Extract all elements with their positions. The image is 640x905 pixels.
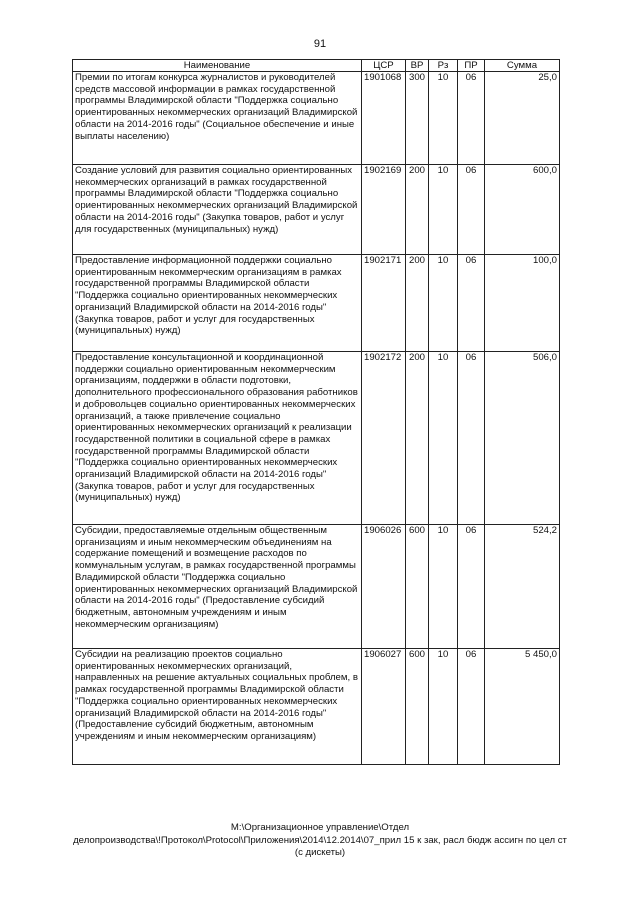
row-name: Субсидии, предоставляемые отдельным общественным организациям и иным некоммерческим объединениям на содержание помещений и возмещение расходов по коммунальным услугам, в рамках государственной программы Владимирской области "Поддержка социально ориентированных некоммерческих организаций Владимирской области на 2014-2016 годы" (Предоставление субсидий бюджетным, автономным учреждениям и иным некоммерческим организациям) <box>73 525 362 649</box>
row-name: Предоставление консультационной и координационной поддержки социально ориентированным некоммерческим организациям, поддержки в области подготовки, дополнительного профессионального образования работников и добровольцев социально ориентированных некоммерческих организаций, а также привлечение социально ориентированных некоммерческих организаций к реализации государственной политики в социальной сфере в рамках государственной программы Владимирской области "Поддержка социально ориентированных некоммерческих организаций Владимирской области на 2014-2016 годы" (Закупка товаров, работ и услуг для государственных (муниципальных) нужд) <box>73 352 362 525</box>
row-rz: 10 <box>429 525 458 649</box>
row-name: Премии по итогам конкурса журналистов и руководителей средств массовой информации в рамках государственной программы Владимирской области "Поддержка социально ориентированных некоммерческих организаций Владимирской области на 2014-2016 годы" (Социальное обеспечение и иные выплаты населению) <box>73 72 362 165</box>
row-csr: 1901068 <box>362 72 406 165</box>
row-pr: 06 <box>458 255 485 352</box>
row-name: Создание условий для развития социально ориентированных некоммерческих организаций в рамках государственной программы Владимирской области "Поддержка социально ориентированных некоммерческих организаций Владимирской области на 2014-2016 годы" (Закупка товаров, работ и услуг для государственных (муниципальных) нужд) <box>73 165 362 255</box>
row-csr: 1906027 <box>362 649 406 765</box>
header-vr: ВР <box>406 60 429 72</box>
row-sum: 100,0 <box>485 255 560 352</box>
header-name: Наименование <box>73 60 362 72</box>
row-pr: 06 <box>458 165 485 255</box>
row-rz: 10 <box>429 72 458 165</box>
row-vr: 600 <box>406 525 429 649</box>
row-vr: 200 <box>406 165 429 255</box>
row-rz: 10 <box>429 352 458 525</box>
row-vr: 200 <box>406 352 429 525</box>
file-path-footer <box>40 822 600 860</box>
header-rz: Рз <box>429 60 458 72</box>
row-rz: 10 <box>429 165 458 255</box>
table-row <box>73 72 560 165</box>
row-name: Предоставление информационной поддержки социально ориентированным некоммерческим организациям в рамках государственной программы Владимирской области "Поддержка социально ориентированных некоммерческих организаций Владимирской области на 2014-2016 годы" (Закупка товаров, работ и услуг для государственных (муниципальных) нужд) <box>73 255 362 352</box>
row-rz: 10 <box>429 255 458 352</box>
row-pr: 06 <box>458 649 485 765</box>
row-vr: 600 <box>406 649 429 765</box>
budget-table <box>72 59 560 765</box>
footer-line-1: М:\Организационное управление\Отдел <box>230 822 410 833</box>
row-pr: 06 <box>458 72 485 165</box>
row-csr: 1902169 <box>362 165 406 255</box>
table-row <box>73 255 560 352</box>
footer-line-2: делопроизводства\!Протокол\Protocol\Приложения\2014\12.2014\07_прил 15 к зак, расл бюдж ассигн по цел ст <box>73 834 567 846</box>
row-csr: 1906026 <box>362 525 406 649</box>
table-header-row <box>73 60 560 72</box>
row-vr: 300 <box>406 72 429 165</box>
footer-line-3: (с дискеты) <box>294 847 346 858</box>
row-sum: 506,0 <box>485 352 560 525</box>
header-csr: ЦСР <box>362 60 406 72</box>
row-sum: 600,0 <box>485 165 560 255</box>
row-pr: 06 <box>458 352 485 525</box>
page-number: 91 <box>313 38 327 50</box>
table-row <box>73 352 560 525</box>
table-row <box>73 649 560 765</box>
row-vr: 200 <box>406 255 429 352</box>
row-name: Субсидии на реализацию проектов социально ориентированных некоммерческих организаций, направленных на решение актуальных социальных проблем, в рамках государственной программы Владимирской области "Поддержка социально ориентированных некоммерческих организаций Владимирской области на 2014-2016 годы" (Предоставление субсидий бюджетным, автономным учреждениям и иным некоммерческим организациям) <box>73 649 362 765</box>
header-sum: Сумма <box>485 60 560 72</box>
row-sum: 25,0 <box>485 72 560 165</box>
row-sum: 524,2 <box>485 525 560 649</box>
table-row <box>73 525 560 649</box>
row-csr: 1902171 <box>362 255 406 352</box>
table-row <box>73 165 560 255</box>
row-rz: 10 <box>429 649 458 765</box>
header-pr: ПР <box>458 60 485 72</box>
row-pr: 06 <box>458 525 485 649</box>
row-sum: 5 450,0 <box>485 649 560 765</box>
row-csr: 1902172 <box>362 352 406 525</box>
